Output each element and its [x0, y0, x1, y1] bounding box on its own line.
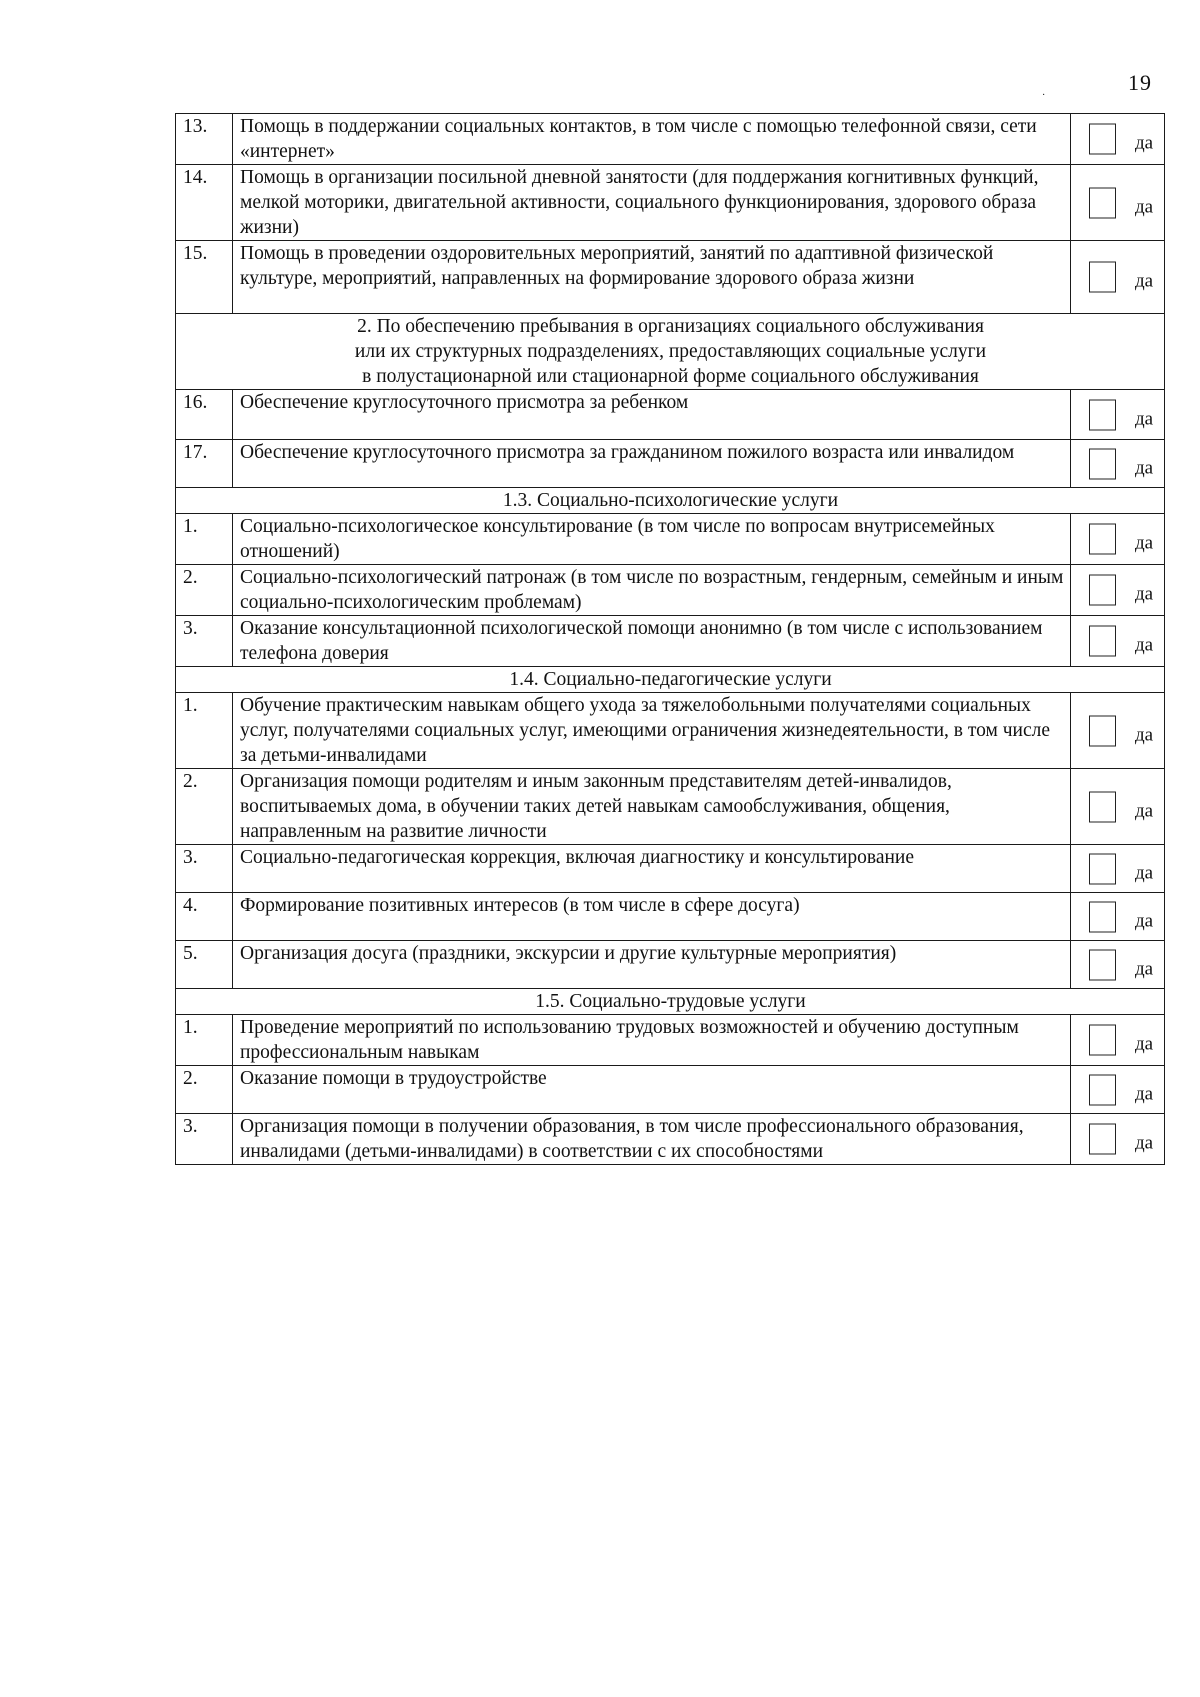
service-row [176, 1066, 1165, 1114]
service-description: Обеспечение круглосуточного присмотра за гражданином пожилого возраста или инвалидом [233, 440, 1071, 488]
row-number: 5. [176, 941, 233, 989]
row-number: 1. [176, 1015, 233, 1066]
checkbox[interactable] [1089, 853, 1116, 884]
service-description: Обучение практическим навыкам общего ухода за тяжелобольными получателями социальных услуг, получателями социальных услуг, имеющими ограничения жизнедеятельности, в том числе за детьми-инвалидами [233, 693, 1071, 769]
service-row [176, 440, 1165, 488]
answer-cell [1071, 514, 1165, 565]
section-header-row [176, 314, 1165, 390]
row-number: 2. [176, 565, 233, 616]
section-header-row [176, 989, 1165, 1015]
service-row [176, 941, 1165, 989]
service-row [176, 769, 1165, 845]
service-description: Формирование позитивных интересов (в том числе в сфере досуга) [233, 893, 1071, 941]
service-description: Проведение мероприятий по использованию трудовых возможностей и обучению доступным профессиональным навыкам [233, 1015, 1071, 1066]
service-description: Организация помощи родителям и иным законным представителям детей-инвалидов, воспитываемых дома, в обучении таких детей навыкам самообслуживания, общения, направленным на развитие личности [233, 769, 1071, 845]
row-number: 15. [176, 241, 233, 314]
service-description: Обеспечение круглосуточного присмотра за ребенком [233, 390, 1071, 440]
answer-label: да [1135, 861, 1154, 883]
service-description: Оказание консультационной психологической помощи анонимно (в том числе с использованием телефона доверия [233, 616, 1071, 667]
checkbox[interactable] [1089, 262, 1116, 293]
row-number: 2. [176, 1066, 233, 1114]
checkbox[interactable] [1089, 791, 1116, 822]
checkbox[interactable] [1089, 448, 1116, 479]
section-title [176, 989, 1165, 1015]
answer-label: да [1135, 583, 1154, 605]
services-table [175, 113, 1165, 1165]
answer-cell [1071, 165, 1165, 241]
service-row [176, 845, 1165, 893]
answer-cell [1071, 114, 1165, 165]
row-number: 14. [176, 165, 233, 241]
service-description: Помощь в поддержании социальных контактов, в том числе с помощью телефонной связи, сети «интернет» [233, 114, 1071, 165]
section-title-line: 1.3. Социально-психологические услуги [502, 490, 839, 511]
row-number: 13. [176, 114, 233, 165]
service-row [176, 1114, 1165, 1165]
row-number: 16. [176, 390, 233, 440]
row-number: 17. [176, 440, 233, 488]
answer-label: да [1135, 957, 1154, 979]
checkbox[interactable] [1089, 715, 1116, 746]
service-description: Организация помощи в получении образования, в том числе профессионального образования, инвалидами (детьми-инвалидами) в соответствии с их способностями [233, 1114, 1071, 1165]
service-row [176, 893, 1165, 941]
answer-label: да [1135, 456, 1154, 478]
answer-cell [1071, 1066, 1165, 1114]
answer-cell [1071, 565, 1165, 616]
section-title-line: 1.4. Социально-педагогические услуги [509, 669, 832, 690]
service-row [176, 565, 1165, 616]
answer-label: да [1135, 1082, 1154, 1104]
row-number: 3. [176, 616, 233, 667]
service-description: Социально-психологический патронаж (в том числе по возрастным, гендерным, семейным и иным социально-психологическим проблемам) [233, 565, 1071, 616]
answer-label: да [1135, 532, 1154, 554]
service-row [176, 165, 1165, 241]
answer-label: да [1135, 195, 1154, 217]
service-row [176, 616, 1165, 667]
answer-cell [1071, 1114, 1165, 1165]
answer-label: да [1135, 1132, 1154, 1154]
checkbox[interactable] [1089, 399, 1116, 430]
service-row [176, 390, 1165, 440]
service-description: Оказание помощи в трудоустройстве [233, 1066, 1071, 1114]
answer-cell [1071, 390, 1165, 440]
answer-cell [1071, 693, 1165, 769]
section-title [176, 488, 1165, 514]
answer-label: да [1135, 909, 1154, 931]
section-title-line: или их структурных подразделениях, предоставляющих социальные услуги [354, 341, 987, 362]
service-row [176, 1015, 1165, 1066]
services-table-body [176, 114, 1165, 1165]
service-description: Организация досуга (праздники, экскурсии и другие культурные мероприятия) [233, 941, 1071, 989]
section-title [176, 314, 1165, 390]
checkbox[interactable] [1089, 1074, 1116, 1105]
service-row [176, 693, 1165, 769]
row-number: 1. [176, 514, 233, 565]
row-number: 3. [176, 1114, 233, 1165]
row-number: 4. [176, 893, 233, 941]
row-number: 2. [176, 769, 233, 845]
service-description: Помощь в проведении оздоровительных мероприятий, занятий по адаптивной физической культуре, мероприятий, направленных на формирование здорового образа жизни [233, 241, 1071, 314]
answer-cell [1071, 941, 1165, 989]
answer-cell [1071, 241, 1165, 314]
page-number: 19 [1128, 70, 1152, 95]
section-title-line: 2. По обеспечению пребывания в организациях социального обслуживания [357, 316, 984, 337]
answer-label: да [1135, 270, 1154, 292]
checkbox[interactable] [1089, 626, 1116, 657]
answer-label: да [1135, 634, 1154, 656]
scan-speck: · [1042, 90, 1046, 101]
row-number: 3. [176, 845, 233, 893]
answer-cell [1071, 616, 1165, 667]
service-description: Социально-психологическое консультирование (в том числе по вопросам внутрисемейных отношений) [233, 514, 1071, 565]
answer-label: да [1135, 799, 1154, 821]
answer-label: да [1135, 723, 1154, 745]
answer-cell [1071, 769, 1165, 845]
checkbox[interactable] [1089, 901, 1116, 932]
section-title-line: в полустационарной или стационарной форме социального обслуживания [362, 366, 979, 387]
service-description: Помощь в организации посильной дневной занятости (для поддержания когнитивных функций, мелкой моторики, двигательной активности, социального функционирования, здорового образа жизни) [233, 165, 1071, 241]
answer-label: да [1135, 407, 1154, 429]
section-header-row [176, 488, 1165, 514]
checkbox[interactable] [1089, 524, 1116, 555]
section-title [176, 667, 1165, 693]
answer-cell [1071, 440, 1165, 488]
service-row [176, 514, 1165, 565]
answer-label: да [1135, 132, 1154, 154]
section-title-line: 1.5. Социально-трудовые услуги [535, 991, 806, 1012]
checkbox[interactable] [1089, 1025, 1116, 1056]
checkbox[interactable] [1089, 1124, 1116, 1155]
answer-label: да [1135, 1033, 1154, 1055]
row-number: 1. [176, 693, 233, 769]
answer-cell [1071, 845, 1165, 893]
service-row [176, 114, 1165, 165]
checkbox[interactable] [1089, 575, 1116, 606]
service-row [176, 241, 1165, 314]
answer-cell [1071, 1015, 1165, 1066]
checkbox[interactable] [1089, 949, 1116, 980]
checkbox[interactable] [1089, 187, 1116, 218]
service-description: Социально-педагогическая коррекция, включая диагностику и консультирование [233, 845, 1071, 893]
checkbox[interactable] [1089, 124, 1116, 155]
section-header-row [176, 667, 1165, 693]
answer-cell [1071, 893, 1165, 941]
